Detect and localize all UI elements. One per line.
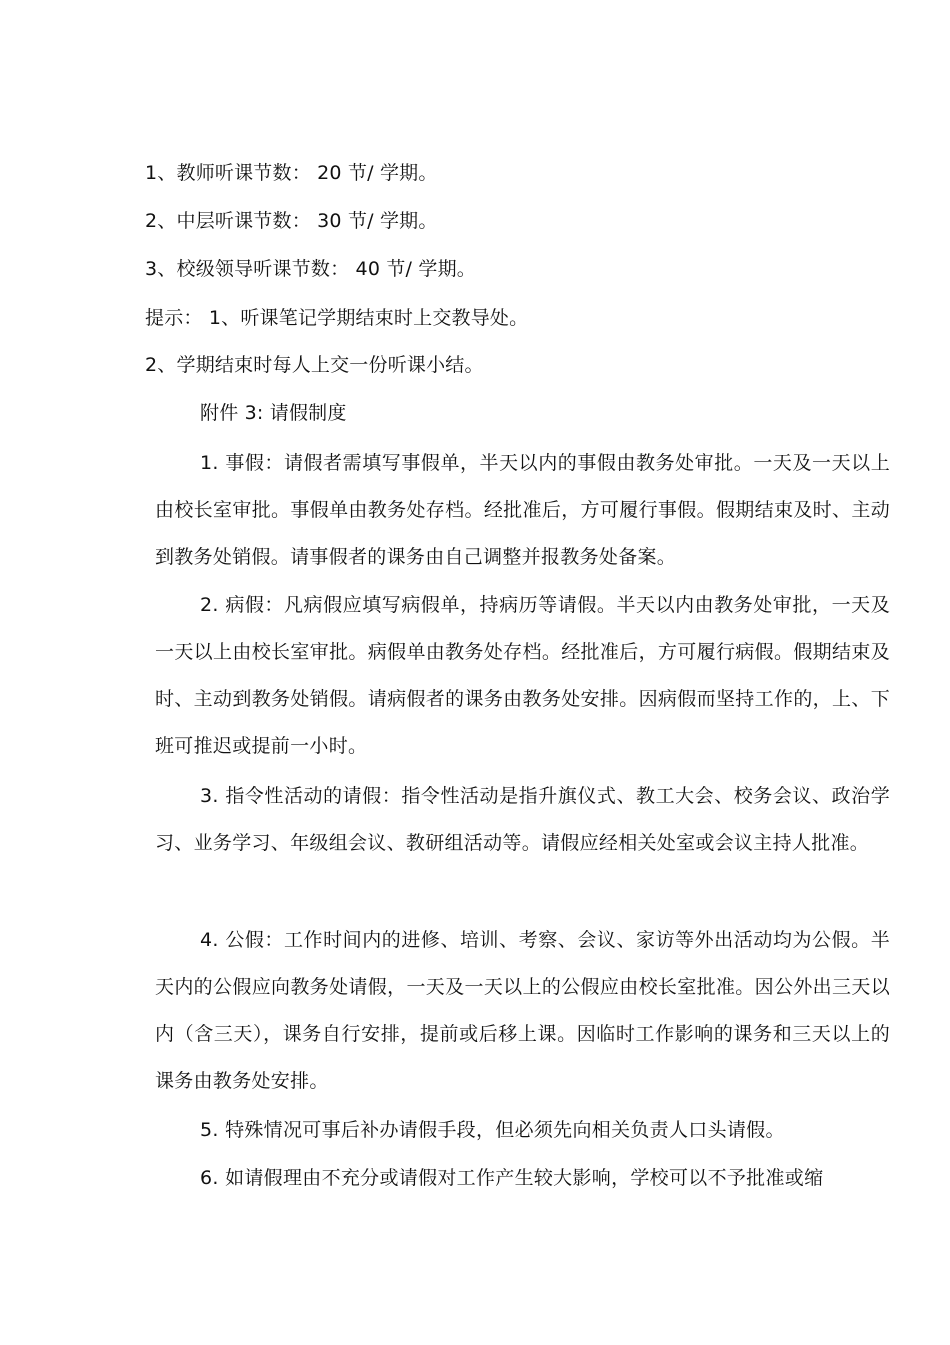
attachment-title: 附件 3: 请假制度 <box>200 402 347 424</box>
tip-line-2: 2、学期结束时每人上交一份听课小结。 <box>145 354 484 376</box>
mandatory-activity-leave-paragraph: 3. 指令性活动的请假：指令性活动是指升旗仪式、教工大会、校务会议、政治学习、业务学习、年级组会议、教研组活动等。请假应经相关处室或会议主持人批准。 <box>155 785 890 854</box>
special-case-paragraph: 5. 特殊情况可事后补办请假手段，但必须先向相关负责人口头请假。 <box>200 1119 785 1141</box>
sick-leave-paragraph: 2. 病假：凡病假应填写病假单，持病历等请假。半天以内由教务处审批，一天及一天以上由校长室审批。病假单由教务处存档。经批准后，方可履行病假。假期结束及时、主动到教务处销假。请病假者的课务由教务处安排。因病假而坚持工作的，上、下班可推迟或提前一小时。 <box>155 594 890 757</box>
personal-leave-paragraph: 1. 事假：请假者需填写事假单，半天以内的事假由教务处审批。一天及一天以上由校长室审批。事假单由教务处存档。经批准后，方可履行事假。假期结束及时、主动到教务处销假。请事假者的课务由自己调整并报教务处备案。 <box>155 452 890 568</box>
school-leader-lesson-count-line: 3、校级领导听课节数： 40 节/ 学期。 <box>145 258 476 280</box>
teacher-lesson-count-line: 1、教师听课节数： 20 节/ 学期。 <box>145 162 438 184</box>
insufficient-reason-paragraph: 6. 如请假理由不充分或请假对工作产生较大影响，学校可以不予批准或缩 <box>200 1167 824 1189</box>
official-leave-paragraph: 4. 公假：工作时间内的进修、培训、考察、会议、家访等外出活动均为公假。半天内的公假应向教务处请假，一天及一天以上的公假应由校长室批准。因公外出三天以内（含三天），课务自行安排，提前或后移上课。因临时工作影响的课务和三天以上的课务由教务处安排。 <box>155 929 890 1092</box>
middle-manager-lesson-count-line: 2、中层听课节数： 30 节/ 学期。 <box>145 210 438 232</box>
tip-line-1: 提示： 1、听课笔记学期结束时上交教导处。 <box>145 307 529 329</box>
